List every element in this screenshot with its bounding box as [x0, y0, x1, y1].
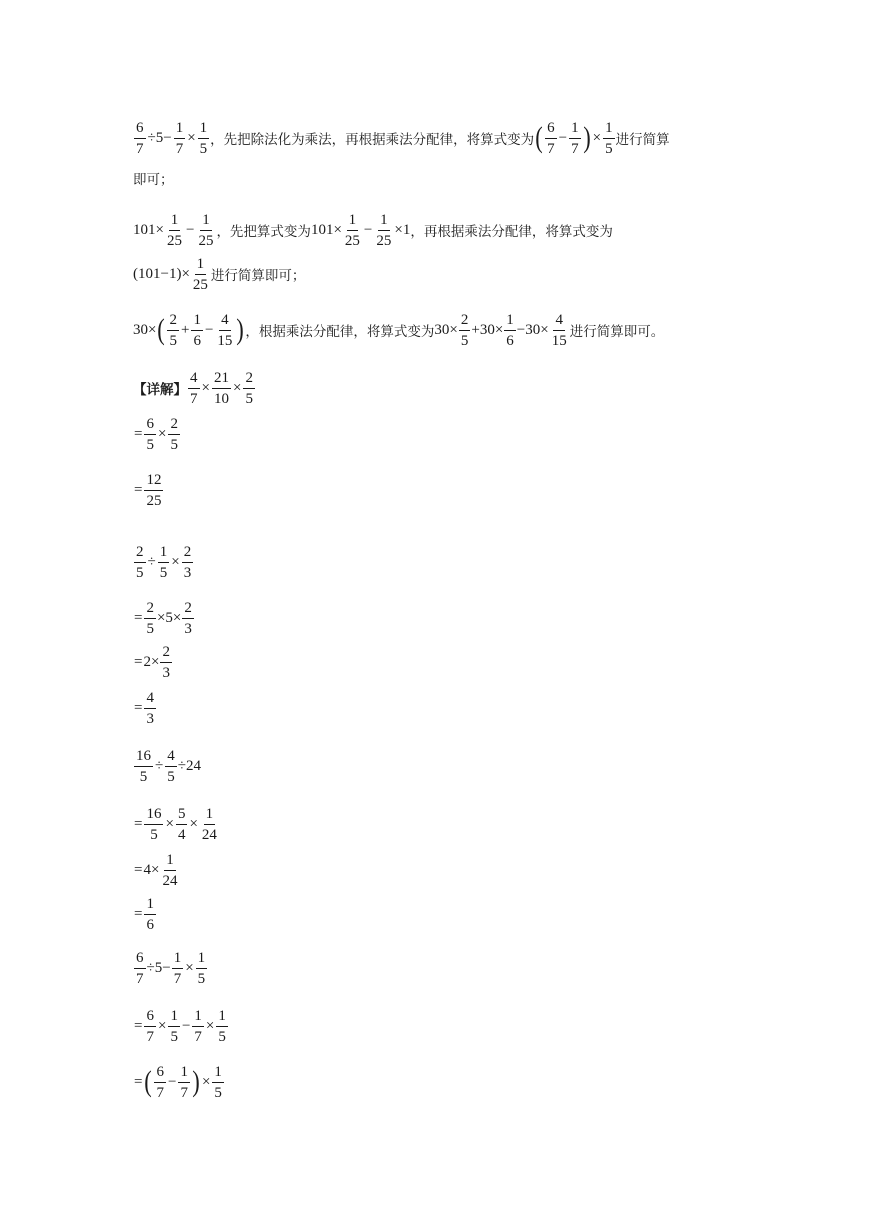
fraction: $\frac{1}{7}$ [180, 1063, 188, 1101]
equals: = [134, 425, 143, 442]
explain-text: 进行简算 [615, 132, 670, 148]
step-line [133, 1002, 229, 1050]
step-line [133, 594, 195, 642]
operator: × [201, 379, 210, 396]
fraction: $\frac{1}{5}$ [605, 119, 613, 157]
fraction: $\frac{1}{25}$ [376, 211, 392, 249]
fraction: $\frac{1}{5}$ [170, 1007, 178, 1045]
operator: − [363, 221, 373, 238]
fraction: $\frac{2}{5}$ [245, 369, 253, 407]
fraction: $\frac{1}{5}$ [214, 1063, 222, 1101]
fraction: $\frac{1}{6}$ [193, 311, 201, 349]
fraction: $\frac{1}{25}$ [344, 211, 360, 249]
fraction: $\frac{4}{7}$ [190, 369, 198, 407]
step-line [133, 890, 157, 938]
fraction: $\frac{6}{7}$ [156, 1063, 164, 1101]
equals: = [134, 905, 143, 922]
fraction: $\frac{16}{5}$ [146, 805, 162, 843]
operator: − [181, 1017, 191, 1034]
equals: = [134, 653, 143, 670]
operator: ÷5− [146, 959, 171, 976]
explain-text: 进行简算即可。 [569, 324, 665, 340]
explain-line-1 [133, 114, 670, 162]
paren: ( [144, 1065, 153, 1098]
operator: − [558, 129, 568, 146]
paren: ( [535, 121, 543, 154]
explain-text: 进行简算即可； [210, 268, 306, 284]
fraction: $\frac{1}{25}$ [166, 211, 182, 249]
step-line [133, 410, 181, 458]
fraction: $\frac{2}{3}$ [162, 643, 170, 681]
number: 30× [133, 321, 157, 338]
operator: × [157, 425, 167, 442]
fraction: $\frac{1}{5}$ [159, 543, 168, 581]
number: 30× [434, 321, 458, 338]
fraction: $\frac{1}{7}$ [173, 949, 182, 987]
operator: ÷24 [177, 757, 201, 774]
step-line [133, 944, 208, 992]
equals: = [134, 815, 143, 832]
equals: = [134, 481, 143, 498]
explain-text: 即可； [133, 172, 174, 188]
operator: × [205, 1017, 215, 1034]
equals: = [134, 861, 143, 878]
fraction: $\frac{2}{3}$ [183, 543, 192, 581]
step-line [133, 684, 157, 732]
equals: = [134, 699, 143, 716]
explain-text: ，再根据乘法分配律，将算式变为 [410, 224, 613, 240]
equals: = [134, 1017, 143, 1034]
fraction: $\frac{5}{4}$ [177, 805, 186, 843]
operator: × [157, 1017, 167, 1034]
equals: = [134, 609, 143, 626]
fraction: $\frac{1}{7}$ [571, 119, 579, 157]
number: 101× [310, 221, 342, 238]
fraction: $\frac{6}{5}$ [146, 415, 154, 453]
step-line [133, 466, 164, 514]
operator: − [204, 321, 214, 338]
fraction: $\frac{1}{6}$ [506, 311, 514, 349]
explain-text: ，先把除法化为乘法，再根据乘法分配律，将算式变为 [210, 132, 535, 148]
operator: ÷5− [147, 129, 172, 146]
fraction: $\frac{1}{25}$ [192, 255, 208, 293]
fraction: $\frac{2}{5}$ [460, 311, 469, 349]
fraction: $\frac{1}{24}$ [201, 805, 217, 843]
paren: ( [157, 313, 166, 346]
paren: ) [192, 1065, 200, 1098]
operator: × [592, 129, 602, 146]
step-line [133, 846, 180, 894]
fraction: $\frac{4}{5}$ [167, 747, 175, 785]
operator: × [232, 379, 242, 396]
fraction: $\frac{1}{5}$ [218, 1007, 226, 1045]
fraction: $\frac{2}{5}$ [136, 543, 144, 581]
fraction: $\frac{1}{7}$ [175, 119, 184, 157]
operator: − [185, 221, 195, 238]
fraction: $\frac{1}{24}$ [162, 851, 178, 889]
fraction: $\frac{1}{6}$ [146, 895, 154, 933]
fraction: $\frac{6}{7}$ [136, 949, 144, 987]
paren: ) [582, 121, 591, 154]
explain-text: ，先把算式变为 [216, 224, 311, 240]
fraction: $\frac{4}{15}$ [551, 311, 567, 349]
paren: ) [236, 313, 245, 346]
expression: 2× [143, 653, 160, 670]
fraction: $\frac{6}{7}$ [136, 119, 144, 157]
detail-line-1 [133, 364, 256, 412]
fraction: $\frac{6}{7}$ [547, 119, 555, 157]
fraction: $\frac{4}{3}$ [146, 689, 154, 727]
step-line [133, 638, 173, 686]
operator: − [167, 1073, 177, 1090]
operator: × [165, 815, 174, 832]
fraction: $\frac{6}{7}$ [146, 1007, 154, 1045]
expression: (101−1)× [133, 265, 190, 282]
expression: 4× [143, 861, 160, 878]
fraction: $\frac{12}{25}$ [146, 471, 162, 509]
operator: × [171, 553, 180, 570]
operator: ×1 [394, 221, 411, 238]
fraction: $\frac{2}{5}$ [170, 415, 178, 453]
fraction: $\frac{1}{25}$ [198, 211, 214, 249]
operator: × [187, 129, 196, 146]
operator: × [201, 1073, 211, 1090]
number: 101× [133, 221, 164, 238]
explain-line-2 [133, 206, 613, 254]
operator: ÷ [147, 553, 156, 570]
operator: × [189, 815, 198, 832]
step-line [133, 1058, 225, 1106]
step-line [133, 742, 201, 790]
operator: −30× [516, 321, 549, 338]
operator: ÷ [155, 757, 164, 774]
step-line [133, 538, 194, 586]
operator: + [180, 321, 190, 338]
step-line [133, 800, 220, 848]
fraction: $\frac{2}{3}$ [184, 599, 192, 637]
fraction: $\frac{2}{5}$ [169, 311, 177, 349]
explain-line-3 [133, 306, 664, 354]
fraction: $\frac{1}{5}$ [199, 119, 208, 157]
explain-text: ，根据乘法分配律，将算式变为 [245, 324, 435, 340]
fraction: $\frac{4}{15}$ [217, 311, 233, 349]
explain-line-2-cont [133, 250, 305, 298]
detail-label: 【详解】 [133, 382, 187, 398]
fraction: $\frac{2}{5}$ [146, 599, 154, 637]
operator: +30× [471, 321, 504, 338]
operator: ×5× [156, 609, 182, 626]
fraction: $\frac{1}{7}$ [194, 1007, 202, 1045]
operator: × [185, 959, 194, 976]
explain-line-1-cont [133, 166, 174, 190]
fraction: $\frac{1}{5}$ [197, 949, 206, 987]
fraction: $\frac{21}{10}$ [213, 369, 229, 407]
equals: = [134, 1073, 143, 1090]
fraction: $\frac{16}{5}$ [136, 747, 151, 785]
